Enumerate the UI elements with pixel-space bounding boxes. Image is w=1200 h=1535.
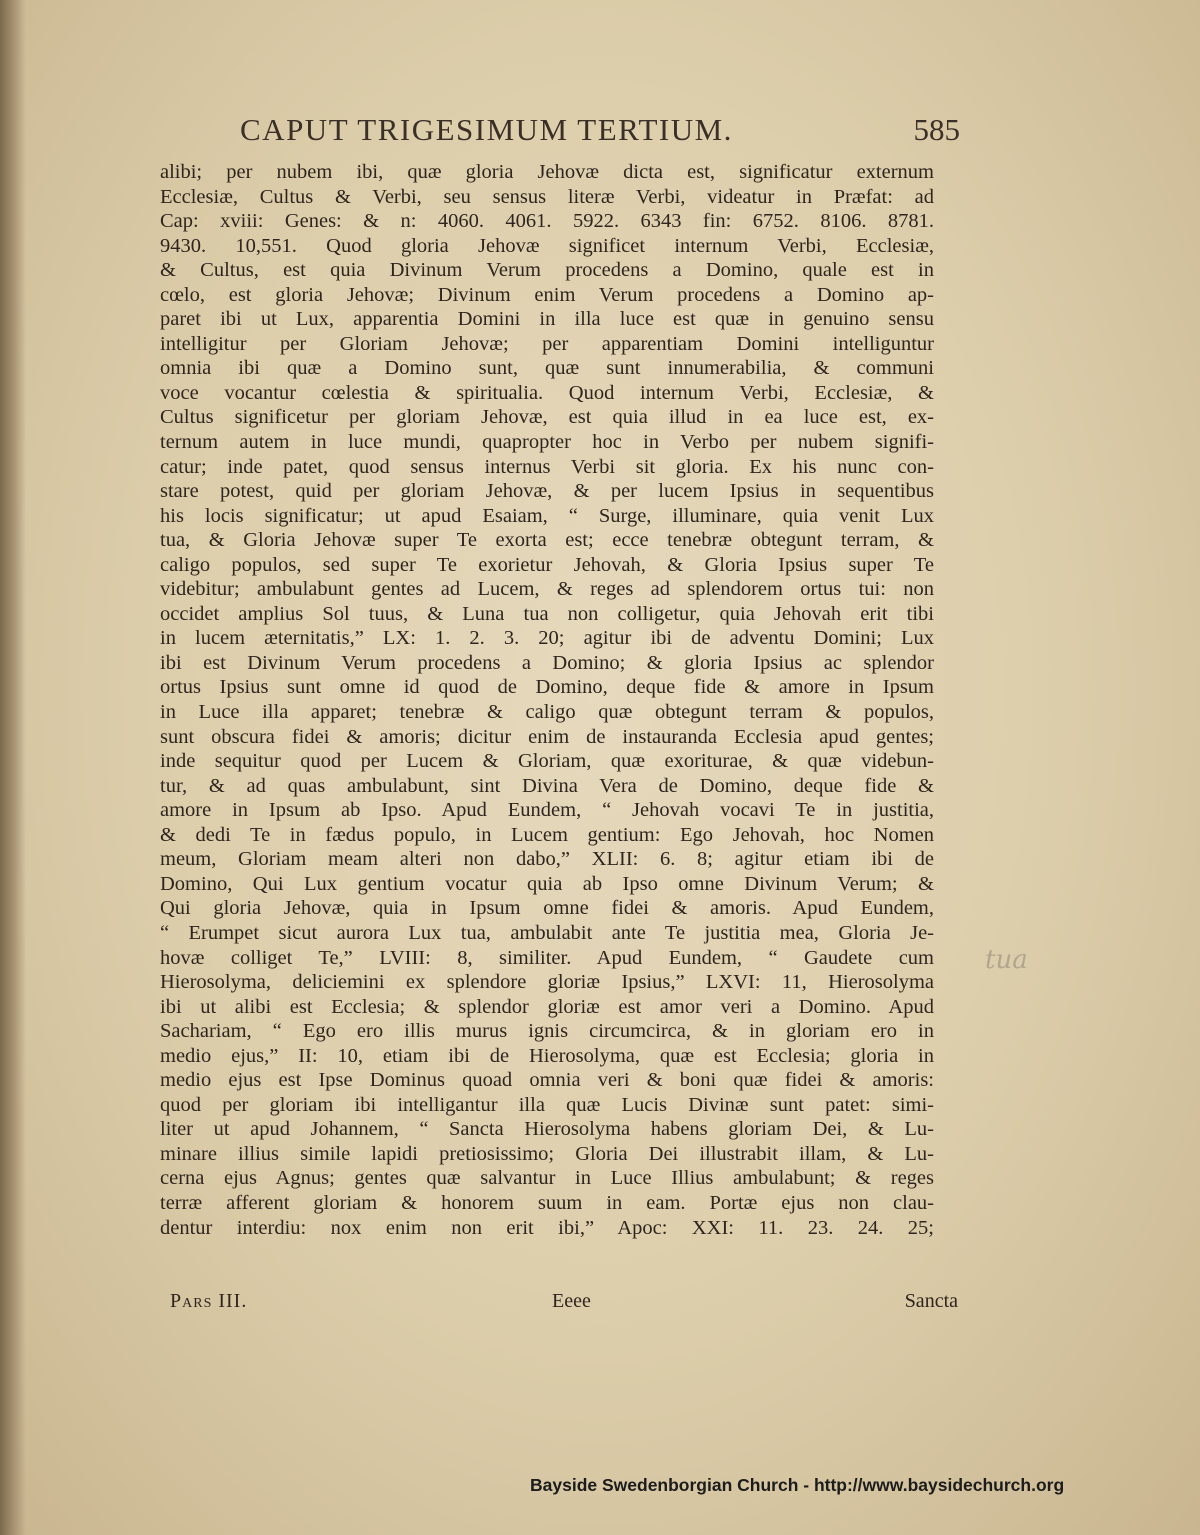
text-line: Hierosolyma, deliciemini ex splendore gloriæ Ipsius,” LXVI: 11, Hierosolyma: [160, 971, 934, 994]
text-line: ibi ut alibi est Ecclesia; & splendor gloriæ est amor veri a Domino. Apud: [160, 995, 934, 1018]
text-line: ternum autem in luce mundi, quapropter hoc in Verbo per nubem signifi-: [160, 431, 934, 454]
text-line: ibi est Divinum Verum procedens a Domino; & gloria Ipsius ac splendor: [160, 651, 934, 674]
margin-note: tua: [985, 945, 1028, 975]
page-header: [240, 112, 960, 156]
text-line: dentur interdiu: nox enim non erit ibi,” Apoc: XXI: 11. 23. 24. 25;: [160, 1216, 934, 1239]
text-line: tur, & ad quas ambulabunt, sint Divina Vera de Domino, deque fide &: [160, 774, 934, 797]
text-line: in lucem æternitatis,” LX: 1. 2. 3. 20; agitur ibi de adventu Domini; Lux: [160, 627, 934, 650]
text-line: terræ afferent gloriam & honorem suum in eam. Portæ ejus non clau-: [160, 1191, 934, 1214]
text-line: & dedi Te in fædus populo, in Lucem gentium: Ego Jehovah, hoc Nomen: [160, 823, 934, 846]
signature-mark: Eeee: [552, 1290, 591, 1312]
text-line: videbitur; ambulabunt gentes ad Lucem, & reges ad splendorem ortus tui: non: [160, 578, 934, 601]
text-line: intelligitur per Gloriam Jehovæ; per apparentiam Domini intelliguntur: [160, 332, 934, 355]
text-line: cœlo, est gloria Jehovæ; Divinum enim Verum procedens a Domino ap-: [160, 283, 934, 306]
text-line: hovæ colliget Te,” LVIII: 8, similiter. Apud Eundem, “ Gaudete cum: [160, 946, 934, 969]
text-line: medio ejus est Ipse Dominus quoad omnia veri & boni quæ fidei & amoris:: [160, 1069, 934, 1092]
text-line: “ Erumpet sicut aurora Lux tua, ambulabit ante Te justitia mea, Gloria Je-: [160, 921, 934, 944]
watermark-credit: Bayside Swedenborgian Church - http://www.baysidechurch.org: [530, 1475, 1065, 1495]
text-line: Cap: xviii: Genes: & n: 4060. 4061. 5922. 6343 fin: 6752. 8106. 8781.: [160, 210, 934, 233]
text-line: voce vocantur cœlestia & spiritualia. Quod internum Verbi, Ecclesiæ, &: [160, 381, 934, 404]
page-footer: [170, 1290, 958, 1318]
text-line: Cultus significetur per gloriam Jehovæ, est quia illud in ea luce est, ex-: [160, 406, 934, 429]
text-line: alibi; per nubem ibi, quæ gloria Jehovæ dicta est, significatur externum: [160, 161, 934, 183]
text-line: Ecclesiæ, Cultus & Verbi, seu sensus literæ Verbi, videatur in Præfat: ad: [160, 185, 934, 208]
text-line: ortus Ipsius sunt omne id quod de Domino, deque fide & amore in Ipsum: [160, 676, 934, 699]
text-line: his locis significatur; ut apud Esaiam, “ Surge, illuminare, quia venit Lux: [160, 504, 934, 527]
text-line: amore in Ipsum ab Ipso. Apud Eundem, “ Jehovah vocavi Te in justitia,: [160, 799, 934, 822]
text-line: 9430. 10,551. Quod gloria Jehovæ significet internum Verbi, Ecclesiæ,: [160, 234, 934, 257]
text-line: sunt obscura fidei & amoris; dicitur enim de instauranda Ecclesia apud gentes;: [160, 725, 934, 748]
text-line: [160, 1240, 934, 1265]
page-gutter-shadow: [0, 0, 26, 1535]
text-line: paret ibi ut Lux, apparentia Domini in illa luce est quæ in genuino sensu: [160, 308, 934, 331]
text-line: catur; inde patet, quod sensus internus Verbi sit gloria. Ex his nunc con-: [160, 455, 934, 478]
running-title: CAPUT TRIGESIMUM TERTIUM.: [240, 112, 733, 147]
text-line: quod per gloriam ibi intelligantur illa quæ Lucis Divinæ sunt patet: simi-: [160, 1093, 934, 1116]
body-text: [160, 160, 934, 1265]
text-line: occidet amplius Sol tuus, & Luna tua non colligetur, quia Jehovah erit tibi: [160, 602, 934, 625]
text-line: caligo populos, sed super Te exorietur Jehovah, & Gloria Ipsius super Te: [160, 553, 934, 576]
page-number: 585: [913, 112, 960, 147]
text-line: medio ejus,” II: 10, etiam ibi de Hierosolyma, quæ est Ecclesia; gloria in: [160, 1044, 934, 1067]
text-line: Sachariam, “ Ego ero illis murus ignis circumcirca, & in gloriam ero in: [160, 1020, 934, 1043]
catchword: Sancta: [904, 1290, 958, 1312]
text-line: Domino, Qui Lux gentium vocatur quia ab Ipso omne Divinum Verum; &: [160, 872, 934, 895]
text-line: cerna ejus Agnus; gentes quæ salvantur in Luce Illius ambulabunt; & reges: [160, 1167, 934, 1190]
text-line: liter ut apud Johannem, “ Sancta Hierosolyma habens gloriam Dei, & Lu-: [160, 1118, 934, 1141]
text-line: meum, Gloriam meam alteri non dabo,” XLII: 6. 8; agitur etiam ibi de: [160, 848, 934, 871]
text-line: & Cultus, est quia Divinum Verum procedens a Domino, quale est in: [160, 259, 934, 282]
text-line: tua, & Gloria Jehovæ super Te exorta est; ecce tenebræ obtegunt terram, &: [160, 529, 934, 552]
text-line: Qui gloria Jehovæ, quia in Ipsum omne fidei & amoris. Apud Eundem,: [160, 897, 934, 920]
text-line: minare illius simile lapidi pretiosissimo; Gloria Dei illustrabit illam, & Lu-: [160, 1142, 934, 1165]
part-label: Pars III.: [170, 1290, 248, 1312]
text-line: omnia ibi quæ a Domino sunt, quæ sunt innumerabilia, & communi: [160, 357, 934, 380]
text-line: inde sequitur quod per Lucem & Gloriam, quæ exoriturae, & quæ videbun-: [160, 750, 934, 773]
text-line: stare potest, quid per gloriam Jehovæ, & per lucem Ipsius in sequentibus: [160, 480, 934, 503]
text-line: in Luce illa apparet; tenebræ & caligo quæ obtegunt terram & populos,: [160, 701, 934, 724]
